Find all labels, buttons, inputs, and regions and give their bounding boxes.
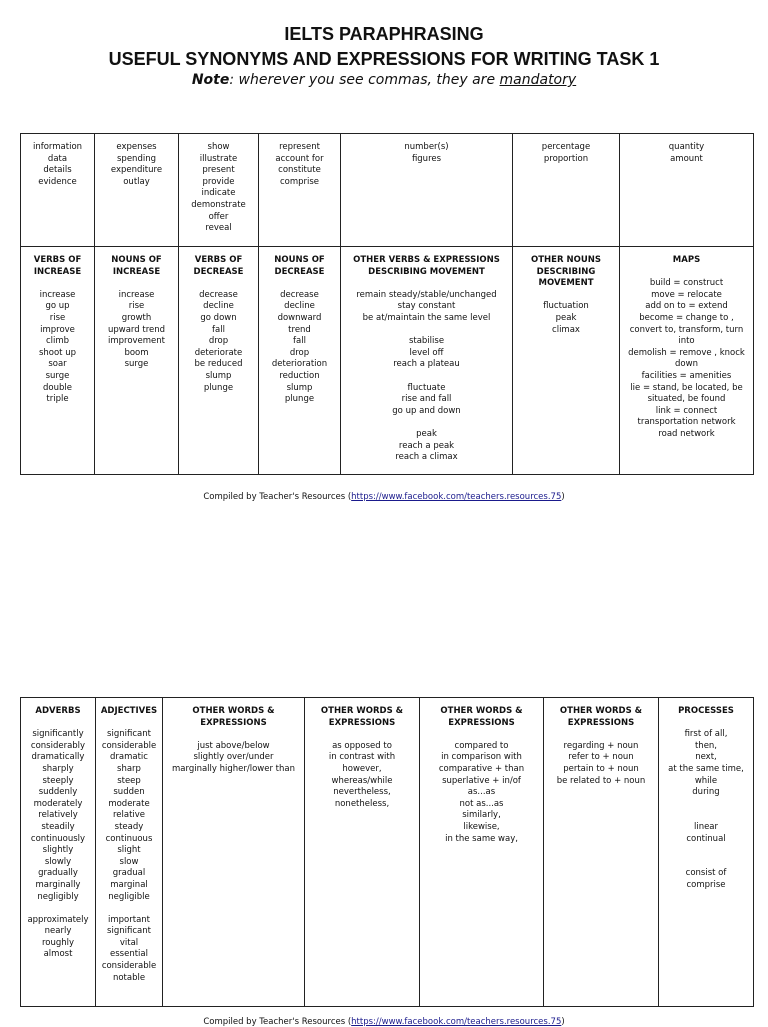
cell-heading: OTHER VERBS & EXPRESSIONS DESCRIBING MOVEMENT (353, 255, 500, 277)
synonyms-table-1 (20, 133, 754, 475)
cell-maps (620, 247, 754, 475)
cell-verbs-of-decrease (179, 247, 259, 475)
cell-heading: OTHER WORDS & EXPRESSIONS (320, 706, 404, 728)
table2-row (21, 698, 754, 1007)
cell-adjectives (96, 698, 163, 1007)
cell-represent: represent account for constitute comprise (259, 134, 341, 247)
cell-body: remain steady/stable/unchanged stay constant be at/maintain the same level stabilise level off reach a plateau fluctuate rise and fall go up and down peak reach a peak reach a climax (356, 289, 497, 463)
cell-body: regarding + noun refer to + noun pertain to + noun be related to + noun (556, 740, 646, 786)
note-line (0, 72, 768, 88)
cell-heading: OTHER WORDS & EXPRESSIONS (440, 706, 523, 728)
cell-heading: ADVERBS (35, 706, 81, 716)
cell-heading: NOUNS OF DECREASE (274, 255, 325, 277)
cell-nouns-of-decrease (259, 247, 341, 475)
cell-body: significantly considerably dramatically sharply steeply suddenly moderately relatively steadily continuously slightly slowly gradually marginally negligibly approximately nearly roughly almost (27, 729, 89, 960)
cell-show: show illustrate present provide indicate demonstrate offer reveal (179, 134, 259, 247)
page-title: IELTS PARAPHRASING (284, 24, 484, 44)
cell-nouns-of-increase (95, 247, 179, 475)
cell-other-words-comparison (420, 698, 544, 1007)
cell-heading: NOUNS OF INCREASE (111, 255, 162, 277)
cell-other-verbs-movement (341, 247, 513, 475)
cell-heading: MAPS (672, 255, 701, 265)
cell-other-words-contrast (305, 698, 420, 1007)
cell-heading: OTHER WORDS & EXPRESSIONS (192, 706, 275, 728)
credit-text: Compiled by Teacher's Resources ( (203, 492, 352, 502)
cell-verbs-of-increase (21, 247, 95, 475)
note-text: : wherever you see commas, they are (229, 72, 500, 88)
cell-heading: ADJECTIVES (100, 706, 158, 716)
cell-information: information data details evidence (21, 134, 95, 247)
cell-other-nouns-movement (513, 247, 620, 475)
synonyms-table-2 (20, 697, 754, 1007)
cell-body: decrease decline downward trend fall drop deterioration reduction slump plunge (271, 289, 328, 405)
page-subtitle: USEFUL SYNONYMS AND EXPRESSIONS FOR WRITING TASK 1 (108, 49, 660, 69)
note-emphasis: mandatory (499, 72, 577, 88)
cell-body: compared to in comparison with comparative + than superlative + in/of as...as not as...as similarly, likewise, in the same way, (438, 740, 525, 844)
cell-percentage: percentage proportion (513, 134, 620, 247)
credit-close: ) (561, 1017, 565, 1027)
table1-row-movement (21, 247, 754, 475)
note-label: Note (191, 72, 230, 88)
cell-heading: OTHER NOUNS DESCRIBING MOVEMENT (531, 255, 601, 289)
cell-numbers: number(s) figures (341, 134, 513, 247)
cell-other-words-reference (544, 698, 659, 1007)
credit-line (0, 492, 768, 502)
cell-other-words-approx (163, 698, 305, 1007)
cell-heading: VERBS OF DECREASE (193, 255, 244, 277)
cell-body: as opposed to in contrast with however, whereas/while nevertheless, nonetheless, (328, 740, 396, 809)
cell-heading: OTHER WORDS & EXPRESSIONS (559, 706, 643, 728)
cell-body: decrease decline go down fall drop deteriorate be reduced slump plunge (194, 289, 243, 393)
cell-body: build = construct move = relocate add on to = extend become = change to , convert to, transform, turn into demolish = remove , knock down facilities = amenities lie = stand, be located, be situated, be found link = connect transportation network road network (628, 278, 745, 439)
credit-text: Compiled by Teacher's Resources ( (203, 1017, 352, 1027)
cell-body: increase rise growth upward trend improvement boom surge (107, 289, 166, 370)
credit-close: ) (561, 492, 565, 502)
cell-adverbs (21, 698, 96, 1007)
cell-body: first of all, then, next, at the same time, while during linear continual consist of comprise (668, 729, 744, 890)
credit-line-bottom (0, 1017, 768, 1027)
cell-body: increase go up rise improve climb shoot up soar surge double triple (38, 289, 77, 405)
cell-expenses: expenses spending expenditure outlay (95, 134, 179, 247)
cell-heading: PROCESSES (678, 706, 734, 716)
cell-body: significant considerable dramatic sharp steep sudden moderate relative steady continuous slight slow gradual marginal negligible important significant vital essential considerable notable (101, 729, 157, 983)
cell-processes (659, 698, 754, 1007)
credit-link[interactable]: https://www.facebook.com/teachers.resources.75 (351, 1017, 562, 1027)
credit-link[interactable]: https://www.facebook.com/teachers.resources.75 (351, 492, 562, 502)
cell-quantity: quantity amount (620, 134, 754, 247)
cell-heading: VERBS OF INCREASE (33, 255, 82, 277)
table1-row-nouns (21, 134, 754, 247)
cell-body: just above/below slightly over/under marginally higher/lower than (171, 740, 296, 774)
cell-body: fluctuation peak climax (543, 301, 589, 335)
